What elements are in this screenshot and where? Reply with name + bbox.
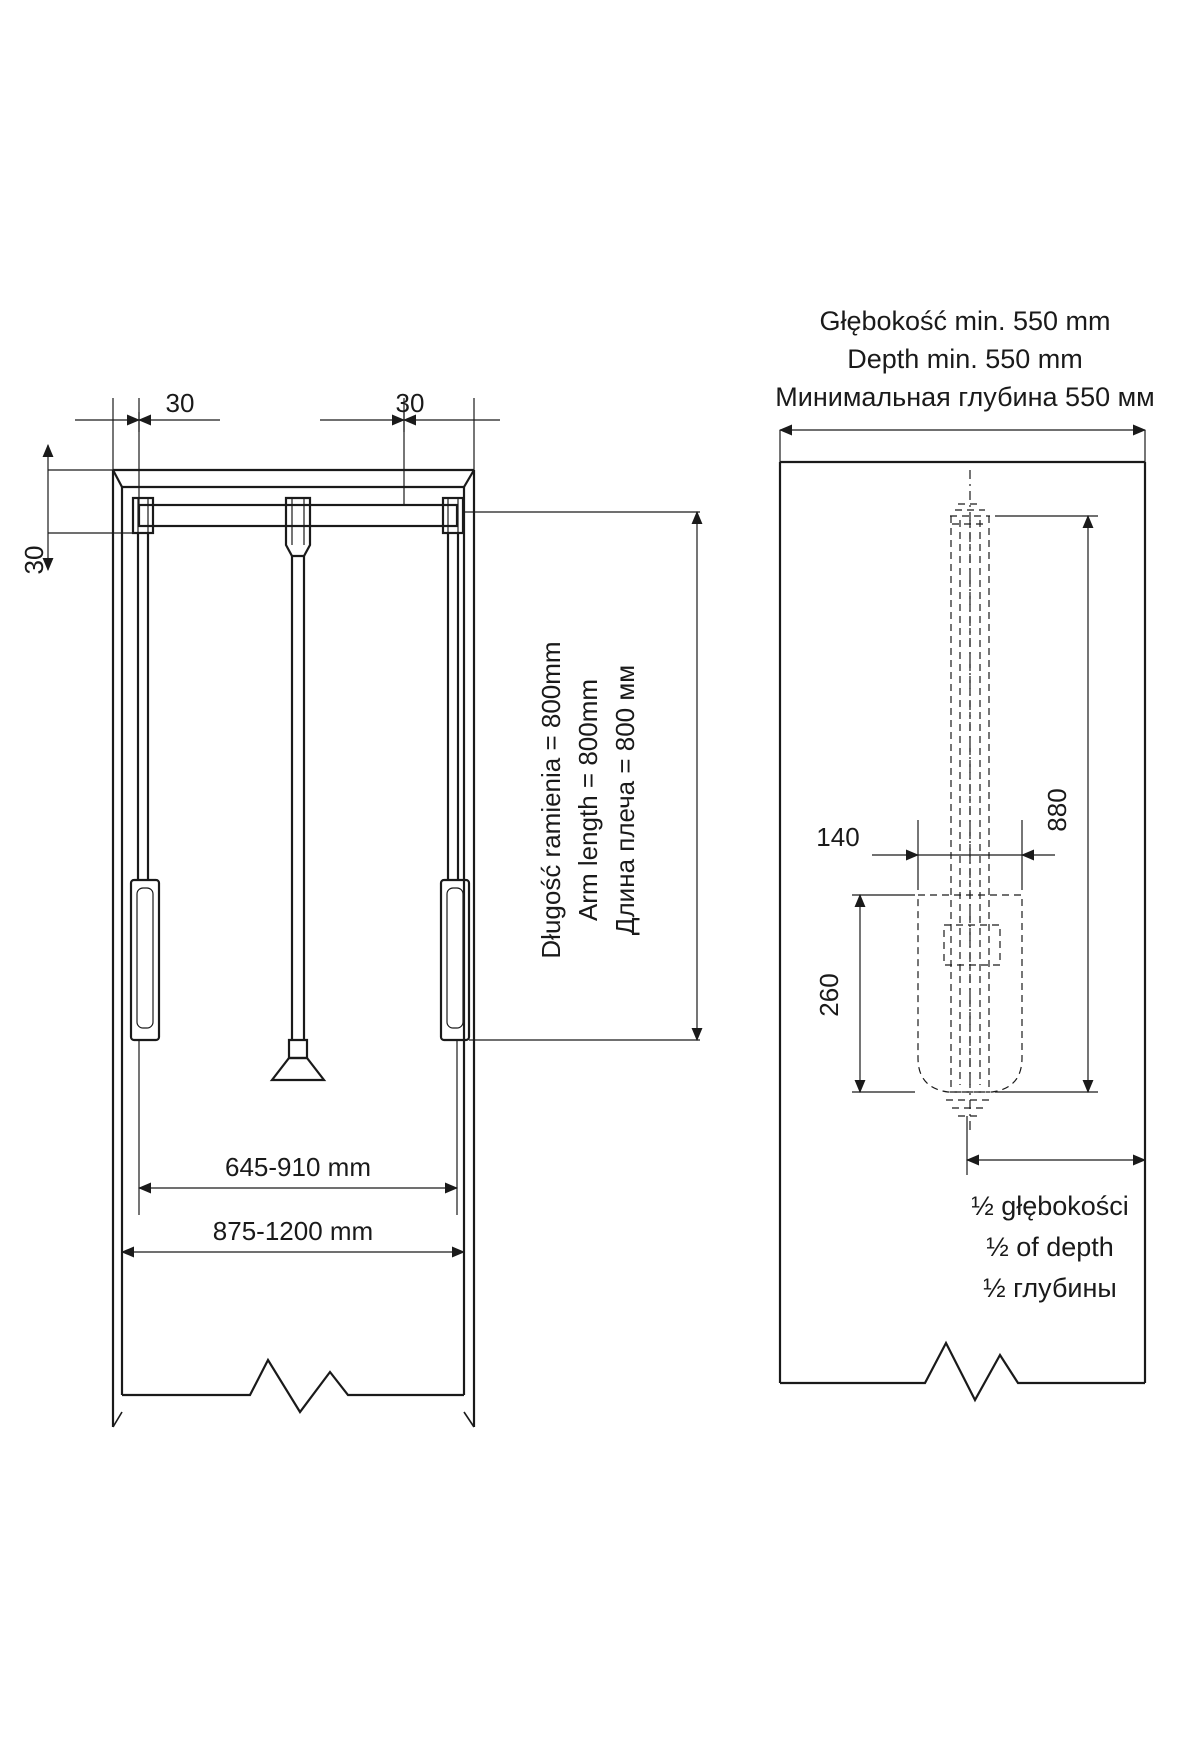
dimension-half-depth	[967, 1116, 1145, 1303]
left-arm	[131, 533, 159, 1040]
label-arm-length-pl: Długość ramienia = 800mm	[536, 641, 566, 959]
dim-top-right-30: 30	[395, 388, 425, 418]
label-half-depth-pl: ½ głębokości	[971, 1191, 1129, 1221]
label-depth-en: Depth min. 550 mm	[847, 344, 1083, 374]
dim-stroke-880: 880	[1042, 788, 1072, 832]
dimension-depth	[780, 430, 1145, 462]
dimension-arm-length	[464, 512, 700, 1040]
label-half-depth-ru: ½ глубины	[983, 1273, 1117, 1303]
dimension-left-offset	[19, 445, 133, 574]
dim-bracket-140: 140	[816, 822, 860, 852]
dim-width-outer: 875-1200 mm	[212, 1216, 374, 1246]
dimension-widths	[122, 1040, 464, 1275]
dim-bracket-260: 260	[814, 973, 844, 1017]
dim-width-inner: 645-910 mm	[225, 1152, 371, 1182]
label-arm-length-ru: Длина плеча = 800 мм	[610, 664, 640, 936]
side-view-group	[775, 306, 1154, 1400]
label-half-depth-en: ½ of depth	[986, 1232, 1114, 1262]
label-depth-pl: Głębokość min. 550 mm	[819, 306, 1111, 336]
dimension-260	[814, 895, 915, 1092]
front-view-group	[19, 388, 700, 1427]
label-arm-length-en: Arm length = 800mm	[573, 678, 603, 922]
dimension-880	[995, 516, 1098, 1092]
dim-top-left-30: 30	[165, 388, 195, 418]
center-handle	[272, 556, 324, 1080]
lift-rail	[133, 498, 463, 556]
label-depth-ru: Минимальная глубина 550 мм	[775, 382, 1155, 412]
cabinet-outline	[113, 470, 474, 1427]
dim-side-30: 30	[19, 545, 49, 575]
dimension-140	[816, 820, 1055, 890]
